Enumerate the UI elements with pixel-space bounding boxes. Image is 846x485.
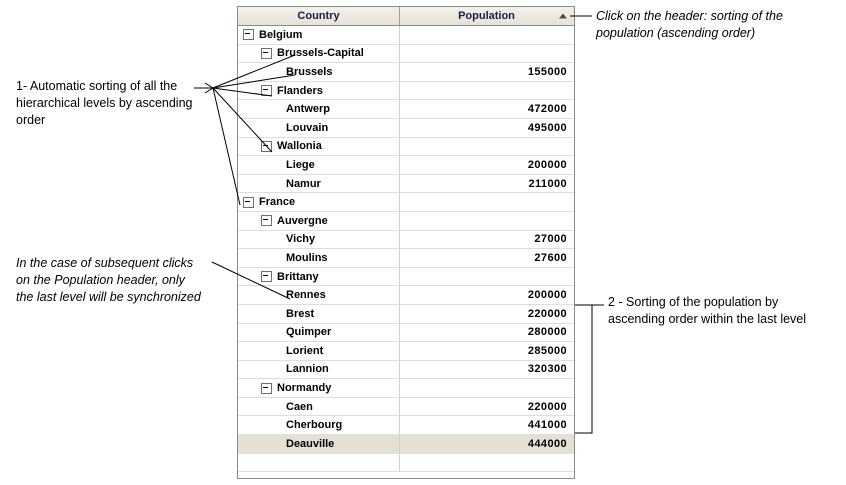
row-country-cell	[238, 231, 400, 249]
table-row[interactable]	[238, 63, 574, 82]
row-country-cell	[238, 249, 400, 267]
row-country-label: Normandy	[277, 382, 332, 395]
table-row[interactable]	[238, 82, 574, 101]
table-row[interactable]	[238, 268, 574, 287]
row-population-cell	[400, 268, 573, 286]
grid-header-row	[238, 7, 574, 26]
row-country-cell	[238, 45, 400, 63]
row-country-label: Brussels-Capital	[277, 47, 364, 60]
row-population-cell	[400, 212, 573, 230]
row-country-cell	[238, 212, 400, 230]
row-country-cell	[238, 435, 400, 453]
row-country-label: Liege	[286, 158, 315, 171]
table-row[interactable]	[238, 138, 574, 157]
row-country-cell	[238, 342, 400, 360]
row-population-cell: 200000	[527, 289, 567, 302]
population-tree-grid[interactable]	[237, 6, 575, 479]
row-population-cell: 495000	[527, 121, 567, 134]
table-row[interactable]	[238, 305, 574, 324]
row-country-label: France	[259, 196, 296, 209]
row-country-cell	[238, 454, 400, 472]
collapse-expander-icon[interactable]	[243, 29, 254, 40]
table-row[interactable]	[238, 100, 574, 119]
row-population-cell: 280000	[527, 326, 567, 339]
row-country-cell	[238, 268, 400, 286]
row-country-label: Brest	[286, 307, 315, 320]
table-row[interactable]	[238, 342, 574, 361]
table-row[interactable]	[238, 193, 574, 212]
row-country-label: Brittany	[277, 270, 319, 283]
column-header-country-label: Country	[297, 10, 340, 22]
table-row[interactable]	[238, 119, 574, 138]
table-row[interactable]	[238, 379, 574, 398]
row-population-cell: 220000	[527, 400, 567, 413]
row-population-cell: 27600	[534, 251, 567, 264]
row-country-cell	[238, 156, 400, 174]
table-row[interactable]	[238, 26, 574, 45]
sort-ascending-arrow-icon	[559, 14, 567, 19]
row-country-label: Wallonia	[277, 140, 322, 153]
row-population-cell: 27000	[534, 233, 567, 246]
row-country-label: Auvergne	[277, 214, 328, 227]
annotation-click-header: Click on the header: sorting of the population (ascending order)	[596, 9, 783, 40]
row-country-label: Quimper	[286, 326, 332, 339]
row-country-label: Vichy	[286, 233, 316, 246]
row-population-cell	[400, 454, 573, 472]
table-row[interactable]	[238, 231, 574, 250]
row-country-label: Belgium	[259, 28, 303, 41]
row-country-label: Antwerp	[286, 103, 330, 116]
table-row[interactable]	[238, 249, 574, 268]
row-country-label: Brussels	[286, 65, 333, 78]
row-country-cell	[238, 398, 400, 416]
table-row[interactable]	[238, 212, 574, 231]
row-population-cell: 444000	[527, 437, 567, 450]
annotation-subsequent-clicks: In the case of subsequent clicks on the Population header, only the last level will be synchronized	[16, 256, 201, 304]
row-population-cell	[400, 45, 573, 63]
row-country-cell	[238, 82, 400, 100]
row-population-cell: 220000	[527, 307, 567, 320]
row-country-cell	[238, 416, 400, 434]
row-population-cell	[400, 82, 573, 100]
row-country-cell	[238, 100, 400, 118]
row-country-cell	[238, 379, 400, 397]
row-population-cell: 320300	[527, 363, 567, 376]
row-population-cell: 155000	[527, 65, 567, 78]
annotation-automatic-sorting: 1- Automatic sorting of all the hierarchical levels by ascending order	[16, 79, 193, 127]
row-country-label: Rennes	[286, 289, 326, 302]
row-country-cell	[238, 26, 400, 44]
table-row[interactable]	[238, 361, 574, 380]
row-country-cell	[238, 193, 400, 211]
table-row[interactable]	[238, 398, 574, 417]
row-country-cell	[238, 324, 400, 342]
row-population-cell: 200000	[527, 158, 567, 171]
annotation-sorting-last-level: 2 - Sorting of the population by ascending order within the last level	[608, 295, 807, 326]
row-population-cell: 472000	[527, 103, 567, 116]
table-row[interactable]	[238, 286, 574, 305]
collapse-expander-icon[interactable]	[261, 215, 272, 226]
collapse-expander-icon[interactable]	[261, 271, 272, 282]
row-population-cell	[400, 193, 573, 211]
row-country-cell	[238, 361, 400, 379]
row-country-label: Deauville	[286, 437, 335, 450]
column-header-country[interactable]	[238, 7, 400, 25]
table-row[interactable]	[238, 454, 574, 473]
row-country-cell	[238, 63, 400, 81]
row-population-cell	[400, 26, 573, 44]
row-country-cell	[238, 286, 400, 304]
row-population-cell: 285000	[527, 344, 567, 357]
row-country-label: Namur	[286, 177, 321, 190]
row-country-label: Cherbourg	[286, 419, 343, 432]
row-country-label: Louvain	[286, 121, 329, 134]
row-population-cell: 441000	[527, 419, 567, 432]
table-row[interactable]	[238, 45, 574, 64]
row-country-cell	[238, 305, 400, 323]
collapse-expander-icon[interactable]	[261, 48, 272, 59]
table-row[interactable]	[238, 156, 574, 175]
column-header-population-label: Population	[458, 10, 515, 22]
row-country-cell	[238, 175, 400, 193]
row-country-label: Flanders	[277, 84, 323, 97]
collapse-expander-icon[interactable]	[261, 383, 272, 394]
row-population-cell	[400, 138, 573, 156]
collapse-expander-icon[interactable]	[261, 85, 272, 96]
row-country-label: Moulins	[286, 251, 328, 264]
row-country-label: Caen	[286, 400, 313, 413]
grid-body[interactable]	[238, 26, 574, 478]
row-country-label: Lannion	[286, 363, 329, 376]
table-row[interactable]	[238, 416, 574, 435]
table-row[interactable]	[238, 175, 574, 194]
collapse-expander-icon[interactable]	[261, 141, 272, 152]
row-country-cell	[238, 138, 400, 156]
collapse-expander-icon[interactable]	[243, 197, 254, 208]
table-row[interactable]	[238, 324, 574, 343]
row-country-label: Lorient	[286, 344, 324, 357]
row-population-cell: 211000	[528, 177, 567, 190]
table-row[interactable]	[238, 435, 574, 454]
row-country-cell	[238, 119, 400, 137]
row-population-cell	[400, 379, 573, 397]
column-header-population[interactable]	[400, 7, 573, 25]
